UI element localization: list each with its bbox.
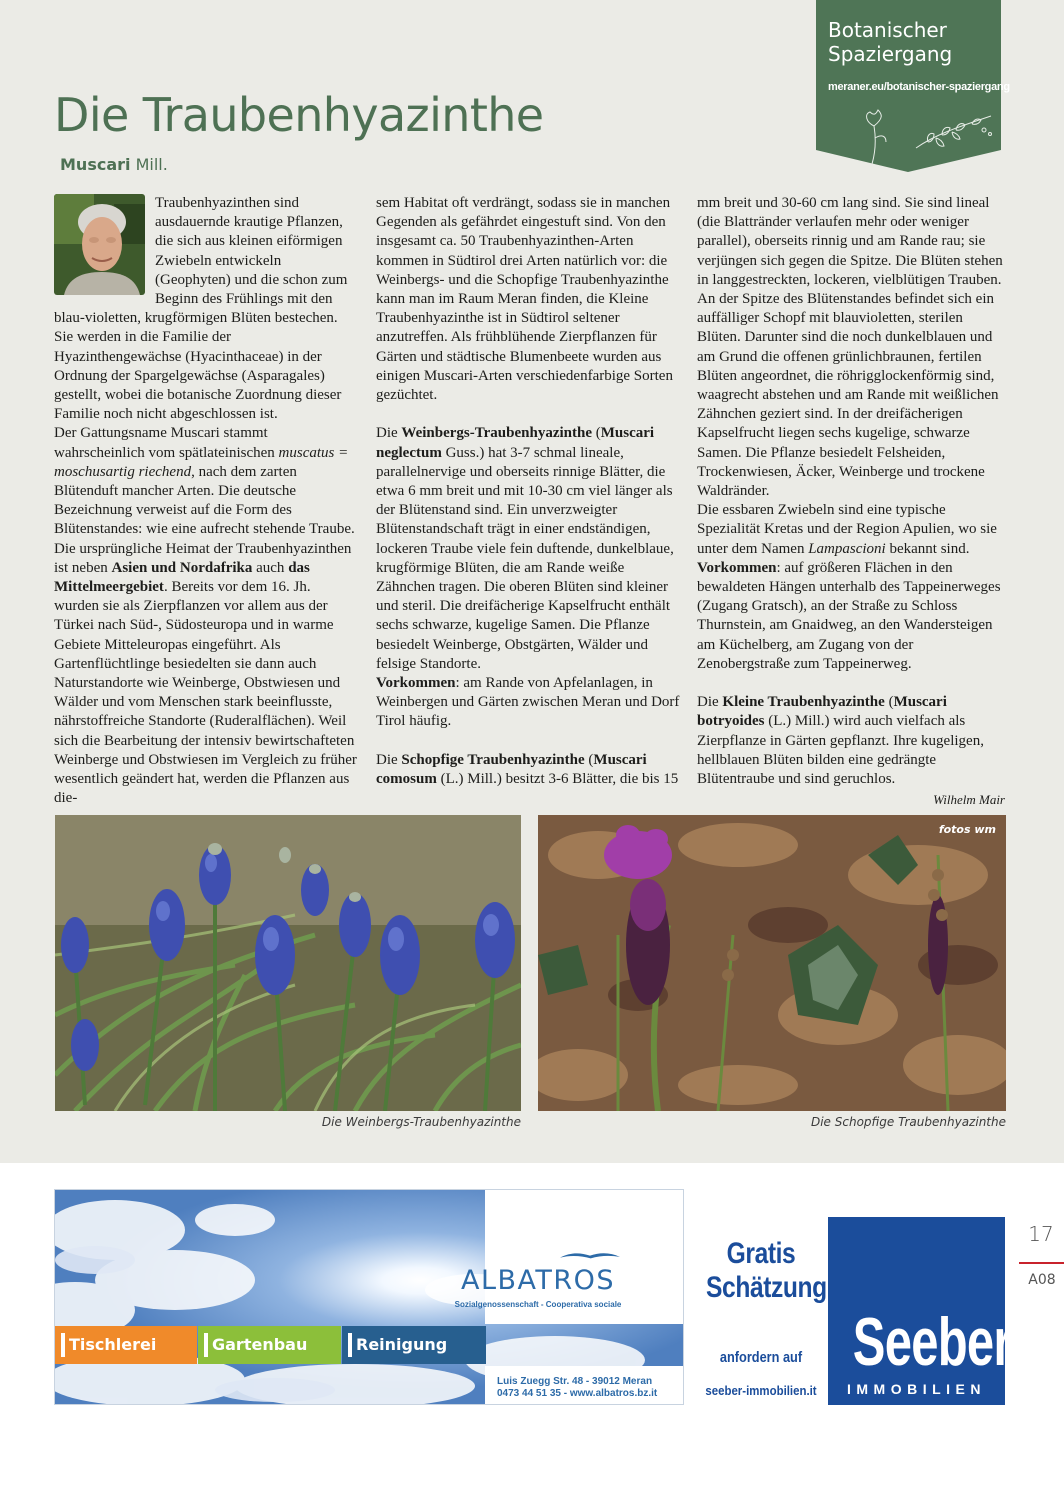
tab-tischlerei[interactable]: Tischlerei	[55, 1326, 197, 1364]
paragraph-comosum-occurrence: Vorkommen: auf größeren Flächen in den bewaldeten Hängen unterhalb des Tappeinerweges (Zugang Gratsch), an der Straße zu Schloss Thurnstein, am Gnaidweg, an den Wandersteigen am Küchelberg, am Zugang von der Zenobergstraße zum Tappeinerweg.	[697, 559, 1001, 672]
article-title: Die Traubenhyazinthe	[54, 88, 544, 142]
seeber-gratis: Gratis	[726, 1237, 796, 1270]
albatros-logo-text: ALBATROS	[460, 1265, 616, 1296]
badge-url[interactable]: meraner.eu/botanischer-spaziergang	[828, 81, 1010, 93]
seeber-logo[interactable]	[828, 1217, 1012, 1405]
subtitle-author: Mill.	[130, 155, 168, 174]
paragraph-comosum: mm breit und 30-60 cm lang sind. Sie sind lineal (die Blattränder verlaufen mehr oder weniger parallel), oberseits rinnig und am Rande rau; sie verjüngen sich gegen die Spitze. Die Blüten stehen in langgestreckten, lockeren, vielblütigen Trauben. An der Spitze des Blütenstandes befindet sich ein auffälliger Schopf mit blauvioletten, sterilen Blüten. Darunter sind die noch dunkelblauen und am Grund die offenen grünlichbraunen, fertilen Blüten angeordnet, die röhrigglockenförmig sind, waagrecht abstehen und am Rande mit weißlichen Zähnchen geziert sind. In der dreifächerigen Kapselfrucht liegen sechs kugelige, schwarze Samen. Die Pflanze besiedelt Felsheiden, Trockenwiesen, Äcker, Weinberge und trockene Waldränder.	[697, 195, 1003, 500]
page-number: 17	[1028, 1222, 1054, 1246]
albatros-contact[interactable]: 0473 44 51 35 - www.albatros.bz.it	[497, 1388, 658, 1399]
seeber-headline	[706, 1237, 827, 1305]
paragraph-neglectum-occurrence: Vorkommen: am Rande von Apfelanlagen, in Weinbergen und Gärten zwischen Meran und Dorf Tirol häufig.	[376, 675, 680, 730]
article-subtitle	[60, 155, 168, 174]
article-column-1	[54, 194, 359, 809]
seeber-anfordern: anfordern auf	[719, 1349, 803, 1366]
seeber-ad-text[interactable]	[694, 1217, 828, 1405]
seeber-logo-subtitle: IMMOBILIEN	[847, 1381, 986, 1397]
caption-schopfige: Die Schopfige Traubenhyazinthe	[810, 1115, 1006, 1129]
article-column-3	[697, 194, 1005, 789]
albatros-tagline: Sozialgenossenschaft - Cooperativa sociale	[454, 1300, 622, 1309]
paragraph-comosum-start: Die Schopfige Traubenhyazinthe (Muscari comosum (L.) Mill.) besitzt 3-6 Blätter, die bis 15	[376, 751, 679, 788]
badge-title-line1: Botanischer	[828, 18, 947, 42]
paragraph-neglectum: Die Weinbergs-Traubenhyazinthe (Muscari neglectum Guss.) hat 3-7 schmal lineale, parallelnervige und oberseits rinnige Blätter, die etwa 6 mm breit und mit 10-30 cm viel länger als der Blütenstand sind. Ein unverzweigter Blütenstandschaft trägt in einer endständigen, lockeren Traube viele fein duftende, dunkelblaue, krugförmige Blüten, die am Rande weiße Zähnchen tragen. Die oberen Blüten sind kleiner und steril. Die dreifächerige Kapselfrucht enthält sechs schwarze, kugelige Samen. Die Pflanze besiedelt Weinberge, Obstgärten, Wälder und felsige Standorte.	[376, 425, 674, 672]
albatros-address	[497, 1376, 657, 1400]
page-code: A08	[1028, 1272, 1056, 1288]
paragraph-name-origin: Der Gattungsname Muscari stammt wahrscheinlich vom spätlateinischen muscatus = moschusartig riechend, nach dem zarten Blütenduft mancher Arten. Die deutsche Bezeichnung verweist auf die Form des Blütenstandes: wie eine aufrecht stehende Traube.	[54, 425, 355, 538]
badge-title-line2: Spaziergang	[828, 42, 953, 66]
caption-weinbergs: Die Weinbergs-Traubenhyazinthe	[321, 1115, 521, 1129]
author-signature: Wilhelm Mair	[933, 792, 1005, 807]
seeber-schaetzung: Schätzung	[706, 1271, 827, 1304]
seeber-logo-name: Seeber	[852, 1304, 1012, 1380]
photo-weinbergs-traubenhyazinthe	[55, 815, 521, 1111]
albatros-address-panel	[485, 1366, 684, 1405]
paragraph-habitat: sem Habitat oft verdrängt, sodass sie in manchen Gegenden als gefährdet eingestuft sind. Von den insgesamt ca. 50 Traubenhyazinthen-Arten kommen in Südtirol drei Arten natürlich vor: die Weinbergs- und die Schopfige Traubenhyazinthe kann man im Raum Meran finden, die Kleine Traubenhyazinthe ist in Südtirol seltener anzutreffen. Als frühblühende Zierpflanzen für Gärten und städtische Blumenbeete wurden aus einigen Muscari-Arten verschiedenfarbige Sorten gezüchtet.	[376, 195, 673, 404]
paragraph-intro: Traubenhyazinthen sind ausdauernde krautige Pflanzen, die sich aus kleinen eiförmigen Zwiebeln entwickeln (Geophyten) und die schon zum Beginn des Frühlings mit den blau-violetten, krugförmigen Blüten bestechen. Sie werden in die Familie der Hyazinthengewächse (Hyacinthaceae) in der Ordnung der Spargelgewächse (Asparagales) gestellt, wobei die botanische Zuordnung dieser Familie noch nicht abgeschlossen ist.	[54, 195, 348, 423]
paragraph-botryoides: Die Kleine Traubenhyazinthe (Muscari botryoides (L.) Mill.) wird auch vielfach als Zierpflanze in Gärten gepflanzt. Ihre kugeligen, hellblauen Blüten bilden eine gedrängte Blütentraube und sind geruchlos.	[697, 694, 984, 788]
badge-title	[828, 18, 998, 66]
author-portrait	[54, 194, 145, 295]
tab-gartenbau[interactable]: Gartenbau	[198, 1326, 341, 1364]
albatros-bird-icon	[560, 1246, 620, 1266]
flower-branch-icon	[856, 108, 996, 164]
photo-schopfige-traubenhyazinthe	[538, 815, 1006, 1111]
photo-credit: fotos wm	[938, 823, 996, 836]
paragraph-lampascioni: Die essbaren Zwiebeln sind eine typische Spezialität Kretas und der Region Apulien, wo sie unter dem Namen Lampascioni bekannt sind.	[697, 502, 997, 557]
seeber-website-link[interactable]: seeber-immobilien.it	[705, 1383, 817, 1398]
paragraph-homeland: Die ursprüngliche Heimat der Traubenhyazinthen ist neben Asien und Nordafrika auch das Mittelmeergebiet. Bereits vor dem 16. Jh. wurden sie als Zierpflanzen vor allem aus der Türkei nach Süd-, Südosteuropa und in warme Gebiete Mitteleuropas eingeführt. Als Gartenflüchtlinge besiedelten sie dann auch Naturstandorte wie Weinberge, Obstwiesen und Wälder und vom Menschen stark beeinflusste, nährstoffreiche Standorte (Ruderalflächen). Weil sich die Bearbeitung der intensiv bewirtschafteten Weinberge und Obstwiesen im Vergleich zu früher wesentlich geändert hat, werden die Pflanzen aus die-	[54, 540, 357, 807]
tab-reinigung[interactable]: Reinigung	[342, 1326, 486, 1364]
albatros-street: Luis Zuegg Str. 48 - 39012 Meran	[497, 1376, 653, 1387]
section-badge	[816, 0, 1010, 172]
article-column-2	[376, 194, 684, 789]
subtitle-genus: Muscari	[60, 155, 131, 174]
albatros-ad[interactable]	[54, 1189, 684, 1405]
page-divider	[1019, 1262, 1064, 1264]
